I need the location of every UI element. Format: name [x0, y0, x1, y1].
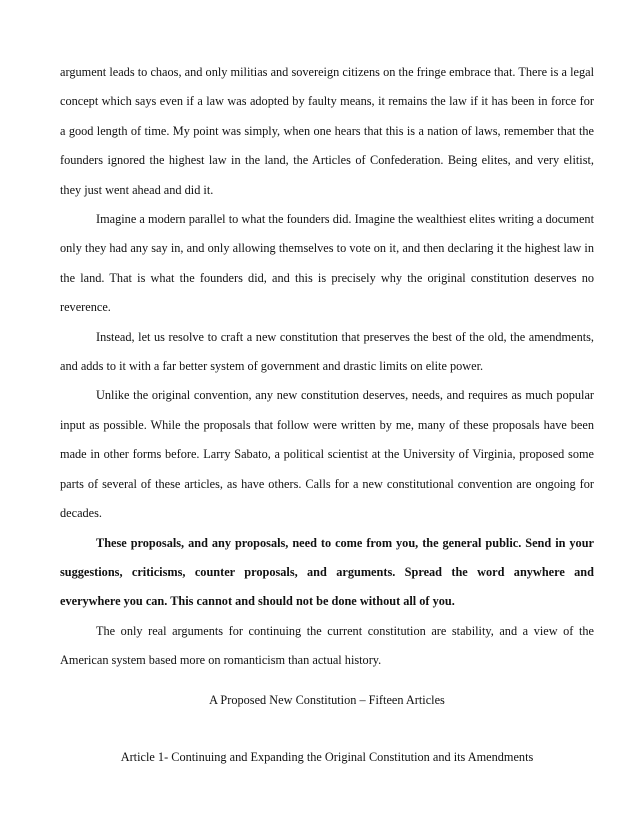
- paragraph-call-to-action: These proposals, and any proposals, need to come from you, the general public. Send in your suggestions, criticisms, counter proposals, and arguments. Spread the word anywhere and everywhere you can. This cannot and should not be done without all of you.: [60, 535, 594, 609]
- article-heading: Article 1- Continuing and Expanding the Original Constitution and its Amendments: [120, 750, 534, 764]
- paragraph-arguments: The only real arguments for continuing the current constitution are stability, and a view of the American system based more on romanticism than actual history.: [60, 623, 594, 668]
- section-title: A Proposed New Constitution – Fifteen Articles: [209, 693, 445, 707]
- paragraph-new-constitution: Instead, let us resolve to craft a new constitution that preserves the best of the old, the amendments, and adds to it with a far better system of government and drastic limits on elite power.: [60, 329, 594, 374]
- paragraph-continuation: argument leads to chaos, and only militias and sovereign citizens on the fringe embrace that. There is a legal concept which says even if a law was adopted by faulty means, it remains the law if it has been in force for a good length of time. My point was simply, when one hears that this is a nation of laws, remember that the founders ignored the highest law in the land, the Articles of Confederation. Being elites, and very elitist, they just went ahead and did it.: [60, 65, 594, 197]
- paragraph-modern-parallel: Imagine a modern parallel to what the founders did. Imagine the wealthiest elites writing a document only they had any say in, and only allowing themselves to vote on it, and then declaring it the highest law in the land. That is what the founders did, and this is precisely why the original constitution deserves no reverence.: [60, 212, 594, 315]
- paragraph-popular-input: Unlike the original convention, any new constitution deserves, needs, and requires as much popular input as possible. While the proposals that follow were written by me, many of these proposals have been made in other forms before. Larry Sabato, a political scientist at the University of Virginia, proposed some parts of several of these articles, as have others. Calls for a new constitutional convention are ongoing for decades.: [60, 388, 594, 521]
- document-body: [60, 58, 594, 676]
